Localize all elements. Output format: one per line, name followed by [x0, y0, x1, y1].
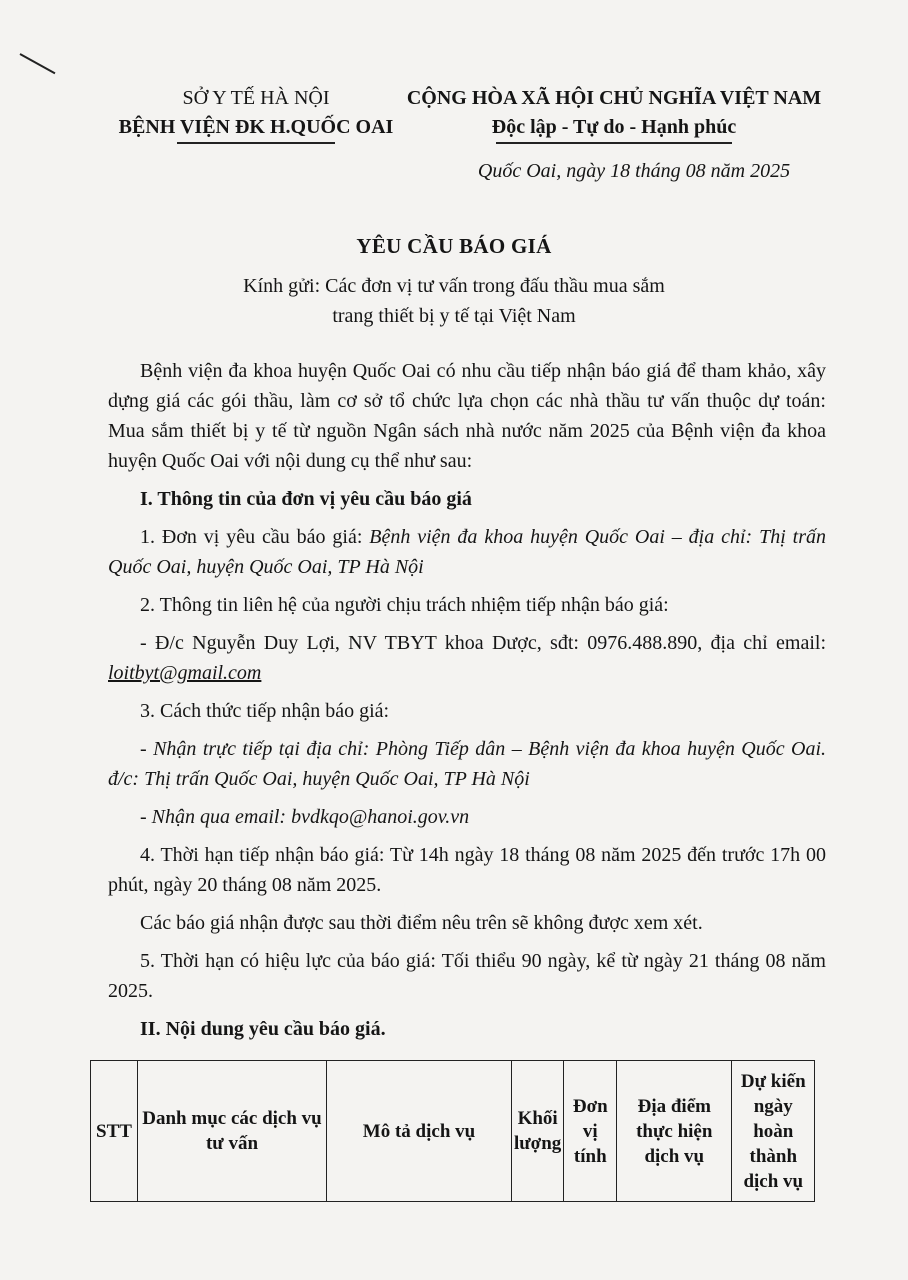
section-1-heading-text: I. Thông tin của đơn vị yêu cầu báo giá — [140, 488, 472, 510]
document-date: Quốc Oai, ngày 18 tháng 08 năm 2025 — [477, 160, 791, 182]
col-quantity: Khối lượng — [512, 1061, 564, 1202]
item-2: 2. Thông tin liên hệ của người chịu trách nhiệm tiếp nhận báo giá: — [140, 594, 669, 616]
section-2-heading-text: II. Nội dung yêu cầu báo giá. — [140, 1018, 386, 1040]
receive-email — [108, 802, 826, 832]
item-1 — [108, 522, 826, 582]
col-description: Mô tả dịch vụ — [327, 1061, 512, 1202]
col-completion: Dự kiến ngày hoàn thành dịch vụ — [732, 1061, 815, 1202]
late-note: Các báo giá nhận được sau thời điểm nêu trên sẽ không được xem xét. — [140, 912, 703, 934]
receive-direct — [108, 734, 826, 794]
motto-underline — [496, 142, 732, 144]
intro-paragraph: Bệnh viện đa khoa huyện Quốc Oai có nhu cầu tiếp nhận báo giá để tham khảo, xây dựng giá các gói thầu, làm cơ sở tổ chức lựa chọn các nhà thầu tư vấn thuộc dự toán: Mua sắm thiết bị y tế từ nguồn Ngân sách nhà nước năm 2025 của Bệnh viện đa khoa huyện Quốc Oai với nội dung cụ thể như sau: — [108, 360, 826, 472]
item-3: 3. Cách thức tiếp nhận báo giá: — [140, 700, 390, 722]
recipient-line-1: Kính gửi: Các đơn vị tư vấn trong đấu thầu mua sắm — [243, 275, 665, 297]
contact-info — [108, 628, 826, 688]
item-1-label: 1. Đơn vị yêu cầu báo giá: — [140, 526, 370, 548]
item-4: 4. Thời hạn tiếp nhận báo giá: Từ 14h ngày 18 tháng 08 năm 2025 đến trước 17h 00 phút, ngày 20 tháng 08 năm 2025. — [108, 844, 826, 896]
document-body — [108, 356, 826, 1044]
col-unit: Đơn vị tính — [564, 1061, 617, 1202]
item-5: 5. Thời hạn có hiệu lực của báo giá: Tối thiểu 90 ngày, kể từ ngày 21 tháng 08 năm 2025. — [108, 950, 826, 1002]
nation-motto: Độc lập - Tự do - Hạnh phúc — [491, 116, 737, 138]
org-underline — [177, 142, 335, 144]
section-1-heading — [108, 484, 826, 514]
organization-header — [108, 84, 404, 144]
col-location: Địa điểm thực hiện dịch vụ — [617, 1061, 732, 1202]
pen-mark — [20, 53, 56, 74]
receive-direct-text: - Nhận trực tiếp tại địa chỉ: Phòng Tiếp dân – Bệnh viện đa khoa huyện Quốc Oai. đ/c: Thị trấn Quốc Oai, huyện Quốc Oai, TP Hà Nội — [108, 738, 826, 790]
col-service-list: Danh mục các dịch vụ tư vấn — [138, 1061, 327, 1202]
col-stt: STT — [91, 1061, 138, 1202]
recipient-line-2: trang thiết bị y tế tại Việt Nam — [332, 305, 576, 327]
section-2-heading — [108, 1014, 826, 1044]
nation-header — [404, 84, 824, 144]
org-line-1: SỞ Y TẾ HÀ NỘI — [182, 87, 330, 109]
item-1-value: Bệnh viện đa khoa huyện Quốc Oai – địa chỉ: Thị trấn Quốc Oai, huyện Quốc Oai, TP Hà Nội — [108, 526, 827, 578]
request-table — [90, 1060, 815, 1202]
org-line-2: BỆNH VIỆN ĐK H.QUỐC OAI — [118, 116, 394, 138]
contact-text: - Đ/c Nguyễn Duy Lợi, NV TBYT khoa Dược, sđt: 0976.488.890, địa chỉ email: — [140, 632, 826, 654]
recipient — [0, 271, 908, 331]
nation-line-1: CỘNG HÒA XÃ HỘI CHỦ NGHĨA VIỆT NAM — [406, 87, 822, 109]
table-header-row — [91, 1061, 815, 1202]
receive-email-text: - Nhận qua email: bvdkqo@hanoi.gov.vn — [140, 806, 470, 828]
contact-email-link[interactable]: loitbyt@gmail.com — [108, 662, 262, 684]
document-title: YÊU CẦU BÁO GIÁ — [356, 234, 552, 258]
